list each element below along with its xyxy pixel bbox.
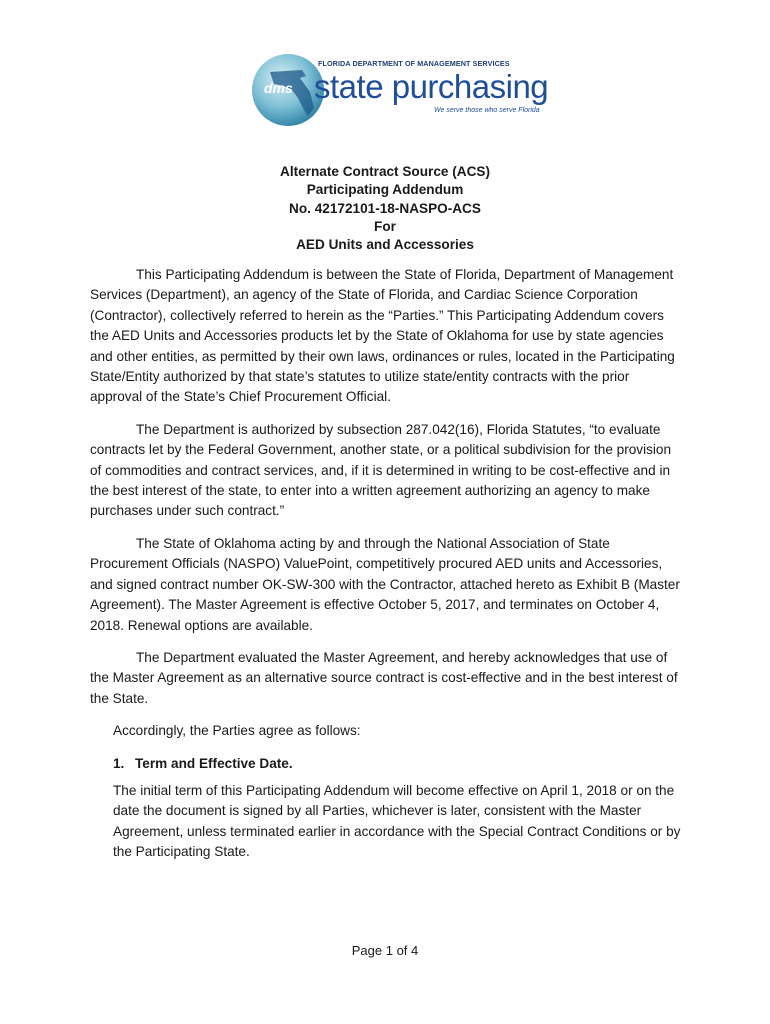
title-line-for: For (374, 218, 396, 234)
logo-department-name: FLORIDA DEPARTMENT OF MANAGEMENT SERVICES (318, 59, 510, 68)
paragraph-authority: The Department is authorized by subsection 287.042(16), Florida Statutes, “to evaluate contracts let by the Federal Government, another state, or a political subdivision for the provision of commodities and contract services, and, if it is determined in writing to be cost-effective and in the best interest of the state, to enter into a written agreement authorizing an agency to make purchases under such contract.” (90, 421, 672, 519)
paragraph-master-agreement: The State of Oklahoma acting by and through the National Association of State Procurement Officials (NASPO) ValuePoint, competitively procured AED units and Accessories, and signed contract number OK-SW-300 with the Contractor, attached hereto as Exhibit B (Master Agreement). The Master Agreement is effective October 5, 2017, and terminates on October 4, 2018. Renewal options are available. (90, 535, 680, 633)
title-line-addendum: Participating Addendum (306, 182, 464, 198)
dms-state-purchasing-logo (250, 50, 550, 130)
paragraph-parties: This Participating Addendum is between the State of Florida, Department of Management Services (Department), an agency of the State of Florida, and Cardiac Science Corporation (Contractor), collectively referred to herein as the “Parties.” This Participating Addendum covers the AED Units and Accessories products let by the State of Oklahoma for use by state agencies and other entities, as permitted by their own laws, ordinances or rules, located in the Participating State/Entity authorized by that state’s statutes to utilize state/entity contracts with the prior approval of the State’s Chief Procurement Official. (90, 267, 675, 405)
section-number: 1. (113, 755, 125, 771)
title-line-acs: Alternate Contract Source (ACS) (280, 164, 490, 179)
section-heading-term (90, 754, 682, 774)
logo-dms-badge: dms (264, 80, 293, 96)
document-body (90, 265, 682, 863)
paragraph-evaluation: The Department evaluated the Master Agreement, and hereby acknowledges that use of the Master Agreement as an alternative source contract is cost-effective and in the best interest of the State. (90, 649, 678, 706)
paragraph-agreement: Accordingly, the Parties agree as follows: (113, 723, 361, 739)
title-line-subject: AED Units and Accessories (296, 237, 474, 253)
section-title: Term and Effective Date. (135, 755, 293, 771)
section-term-text: The initial term of this Participating Addendum will become effective on April 1, 2018 or on the date the document is signed by all Parties, whichever is later, consistent with the Master Agreement, unless terminated earlier in accordance with the Special Contract Conditions or by the Participating State. (113, 782, 681, 860)
title-line-number: No. 42172101-18-NASPO-ACS (289, 200, 481, 216)
logo-tagline: We serve those who serve Florida (434, 107, 540, 114)
page-number: Page 1 of 4 (351, 943, 419, 958)
logo-state-purchasing: state purchasing (314, 68, 549, 105)
document-title (0, 163, 770, 254)
